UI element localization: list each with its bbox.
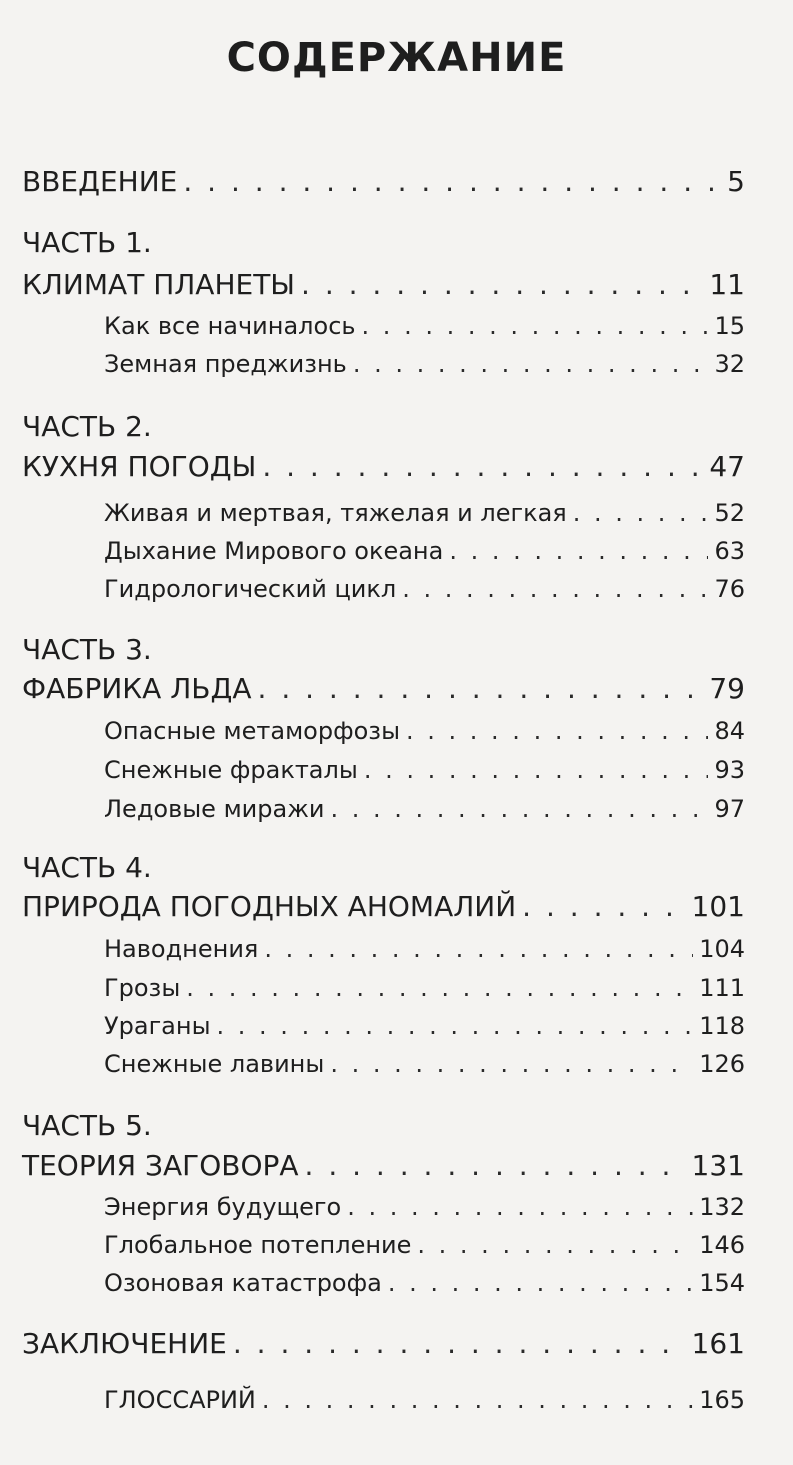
part-label: ЧАСТЬ 1. — [22, 226, 152, 259]
page-number: 76 — [714, 575, 745, 603]
toc-entry-glossary[interactable] — [104, 1386, 745, 1414]
entry-label: Грозы — [104, 974, 181, 1002]
toc-entry-section[interactable] — [104, 575, 745, 603]
part-label: ЧАСТЬ 4. — [22, 851, 152, 884]
entry-label: Живая и мертвая, тяжелая и легкая — [104, 499, 567, 527]
dot-leader — [347, 1193, 693, 1221]
dot-leader — [262, 1386, 693, 1414]
toc-entry-part-heading[interactable] — [22, 672, 745, 705]
entry-label: Земная преджизнь — [104, 350, 347, 378]
toc-entry-section[interactable] — [104, 1012, 745, 1040]
dot-leader — [186, 974, 693, 1002]
entry-label: Энергия будущего — [104, 1193, 342, 1221]
dot-leader — [449, 537, 708, 565]
dot-leader — [305, 1149, 686, 1182]
dot-leader — [217, 1012, 694, 1040]
page-title: СОДЕРЖАНИЕ — [226, 35, 567, 81]
dot-leader — [330, 1050, 693, 1078]
dot-leader — [402, 575, 708, 603]
dot-leader — [183, 165, 721, 198]
toc-entry-part-heading[interactable] — [22, 450, 745, 483]
entry-label: ВВЕДЕНИЕ — [22, 165, 178, 198]
page-number: 132 — [699, 1193, 745, 1221]
page-number: 63 — [714, 537, 745, 565]
toc-entry-section[interactable] — [104, 717, 745, 745]
dot-leader — [330, 795, 708, 823]
entry-label: Снежные лавины — [104, 1050, 325, 1078]
dot-leader — [417, 1231, 693, 1259]
page-number: 32 — [714, 350, 745, 378]
entry-label: Озоновая катастрофа — [104, 1269, 382, 1297]
toc-entry-section[interactable] — [104, 350, 745, 378]
toc-entry-section[interactable] — [104, 499, 745, 527]
toc-entry-part-heading[interactable] — [22, 890, 745, 923]
entry-label: Опасные метаморфозы — [104, 717, 401, 745]
entry-label: Наводнения — [104, 935, 259, 963]
toc-entry-section[interactable] — [104, 1050, 745, 1078]
page-number: 93 — [714, 756, 745, 784]
page-number: 15 — [714, 312, 745, 340]
entry-label: КУХНЯ ПОГОДЫ — [22, 450, 257, 483]
page-number: 52 — [714, 499, 745, 527]
dot-leader — [353, 350, 709, 378]
toc-entry-section[interactable] — [104, 537, 745, 565]
page-number: 161 — [691, 1327, 745, 1360]
dot-leader — [364, 756, 709, 784]
part-label: ЧАСТЬ 3. — [22, 633, 152, 666]
entry-label: КЛИМАТ ПЛАНЕТЫ — [22, 268, 296, 301]
page-number: 101 — [691, 890, 745, 923]
dot-leader — [406, 717, 708, 745]
page-number: 154 — [699, 1269, 745, 1297]
entry-label: Снежные фракталы — [104, 756, 358, 784]
dot-leader — [573, 499, 709, 527]
page-number: 111 — [699, 974, 745, 1002]
toc-entry-section[interactable] — [104, 756, 745, 784]
page-number: 47 — [709, 450, 745, 483]
dot-leader — [258, 672, 704, 705]
page-number: 79 — [709, 672, 745, 705]
page-number: 84 — [714, 717, 745, 745]
dot-leader — [362, 312, 709, 340]
page-number: 97 — [714, 795, 745, 823]
page-number: 5 — [727, 165, 745, 198]
entry-label: Как все начиналось — [104, 312, 356, 340]
entry-label: ТЕОРИЯ ЗАГОВОРА — [22, 1149, 299, 1182]
entry-label: ПРИРОДА ПОГОДНЫХ АНОМАЛИЙ — [22, 890, 517, 923]
part-label: ЧАСТЬ 5. — [22, 1109, 152, 1142]
page-number: 146 — [699, 1231, 745, 1259]
page-number: 104 — [699, 935, 745, 963]
dot-leader — [301, 268, 703, 301]
toc-entry-section[interactable] — [104, 312, 745, 340]
page-number: 11 — [709, 268, 745, 301]
entry-label: Дыхание Мирового океана — [104, 537, 444, 565]
toc-entry-section[interactable] — [104, 1193, 745, 1221]
toc-entry-section[interactable] — [104, 935, 745, 963]
toc-entry-section[interactable] — [104, 974, 745, 1002]
entry-label: Ураганы — [104, 1012, 211, 1040]
entry-label: Ледовые миражи — [104, 795, 325, 823]
page-number: 126 — [699, 1050, 745, 1078]
entry-label: Гидрологический цикл — [104, 575, 397, 603]
part-label: ЧАСТЬ 2. — [22, 410, 152, 443]
toc-entry-part-heading[interactable] — [22, 268, 745, 301]
page-number: 118 — [699, 1012, 745, 1040]
dot-leader — [262, 450, 703, 483]
toc-entry-section[interactable] — [104, 1269, 745, 1297]
toc-entry-section[interactable] — [104, 795, 745, 823]
dot-leader — [264, 935, 693, 963]
dot-leader — [388, 1269, 693, 1297]
dot-leader — [233, 1327, 686, 1360]
toc-entry-conclusion[interactable] — [22, 1327, 745, 1360]
toc-entry-part-heading[interactable] — [22, 1149, 745, 1182]
page-number: 165 — [699, 1386, 745, 1414]
toc-entry-intro[interactable] — [22, 165, 745, 198]
entry-label: ЗАКЛЮЧЕНИЕ — [22, 1327, 227, 1360]
entry-label: ФАБРИКА ЛЬДА — [22, 672, 252, 705]
page-number: 131 — [691, 1149, 745, 1182]
entry-label: ГЛОССАРИЙ — [104, 1386, 256, 1414]
dot-leader — [522, 890, 685, 923]
entry-label: Глобальное потепление — [104, 1231, 412, 1259]
toc-entry-section[interactable] — [104, 1231, 745, 1259]
